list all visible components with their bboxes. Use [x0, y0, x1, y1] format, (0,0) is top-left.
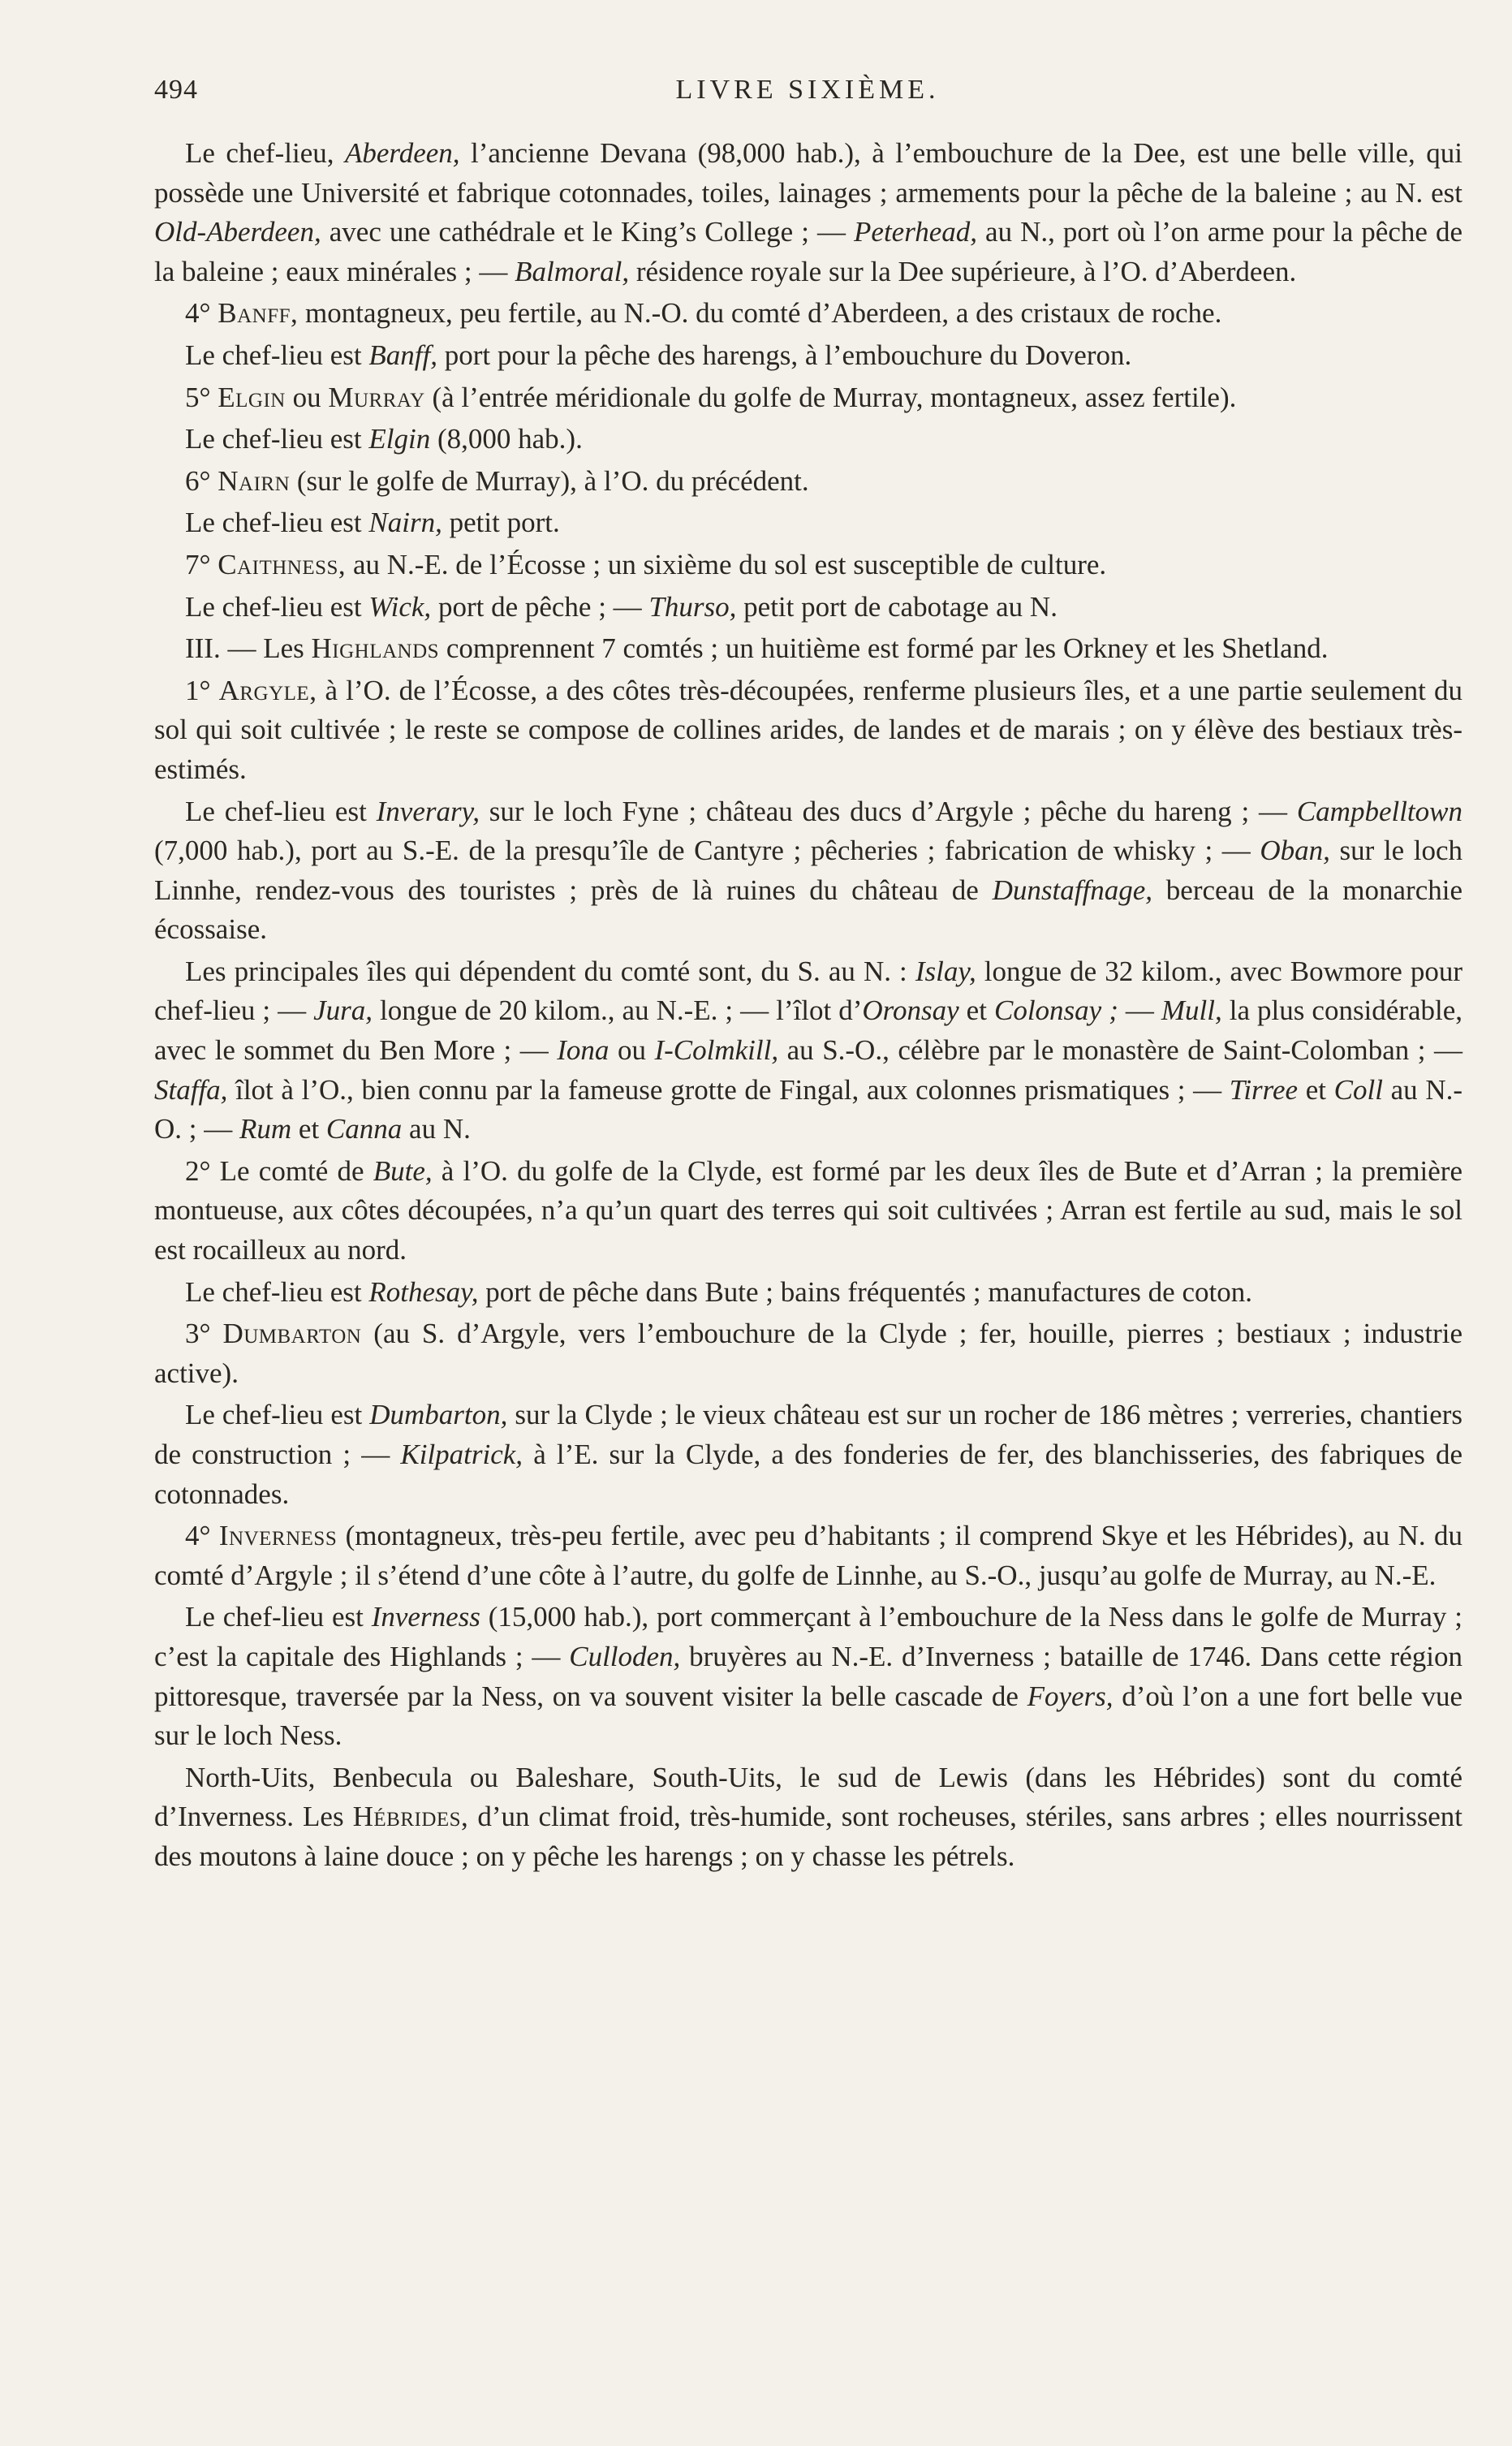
text-run: Le chef-lieu est	[185, 507, 369, 539]
text-run: (8,000 hab.).	[430, 423, 583, 455]
paragraph	[154, 1152, 1462, 1270]
italic-place-name: Coll	[1333, 1073, 1383, 1106]
paragraph	[154, 1273, 1462, 1313]
small-caps-term: Hébrides,	[352, 1801, 469, 1833]
small-caps-term: Highlands	[311, 632, 440, 665]
text-run: au N.-O. ; —	[154, 1073, 1463, 1145]
text-run: 7°	[185, 548, 218, 580]
italic-place-name: Iona	[557, 1034, 610, 1067]
paragraph	[154, 1758, 1462, 1877]
small-caps-term: Caithness,	[218, 548, 347, 580]
text-run: îlot à l’O., bien connu par la fameuse grotte de Fingal, aux colonnes prismatiques ; —	[227, 1073, 1230, 1106]
text-run: la plus considérable, avec le sommet du Ben More ; —	[154, 994, 1463, 1067]
paragraph	[154, 792, 1462, 950]
text-run: —	[1118, 994, 1161, 1027]
text-run: au N., port où l’on arme pour la pêche de la baleine ; eaux minérales ; —	[154, 216, 1462, 287]
text-run: 3°	[185, 1318, 223, 1350]
running-title: LIVRE SIXIÈME.	[675, 75, 940, 105]
body-text	[154, 134, 1462, 1877]
text-run: d’où l’on a une fort belle vue sur le loch Ness.	[154, 1680, 1462, 1752]
text-run: ou	[285, 381, 329, 413]
text-run: port de pêche dans Bute ; bains fréquentés ; manufactures de coton.	[478, 1275, 1252, 1308]
italic-place-name: Banff,	[368, 339, 437, 371]
text-run: berceau de la monarchie écossaise.	[154, 874, 1463, 946]
italic-place-name: Inverary,	[376, 795, 480, 827]
italic-place-name: Islay,	[915, 955, 976, 987]
text-run: 6°	[185, 464, 218, 497]
text-run: comprennent 7 comtés ; un huitième est formé par les Orkney et les Shetland.	[439, 632, 1329, 665]
italic-place-name: Peterhead,	[854, 216, 977, 248]
text-run: Le chef-lieu,	[185, 137, 345, 169]
small-caps-term: Argyle,	[218, 674, 317, 706]
italic-place-name: Old-Aberdeen,	[154, 216, 321, 248]
text-run: ou	[609, 1034, 655, 1067]
italic-place-name: Canna	[325, 1113, 403, 1145]
text-run: à l’O. du golfe de la Clyde, est formé par les deux îles de Bute et d’Arran ; la première montueuse, aux côtes découpées, n’a qu’un quart des terres qui soit cultivées ; Arran est fertile au sud, mais le sol est rocailleux au nord.	[154, 1154, 1462, 1266]
text-run: sur le loch Fyne ; château des ducs d’Argyle ; pêche du hareng ; —	[479, 795, 1297, 827]
text-run: petit port de cabotage au N.	[736, 590, 1058, 623]
italic-place-name: Campbelltown	[1296, 795, 1463, 827]
paragraph	[154, 952, 1462, 1150]
text-run: sur le loch Linnhe, rendez-vous des touristes ; près de là ruines du château de	[154, 835, 1462, 906]
small-caps-term: Inverness	[218, 1520, 338, 1552]
text-run: (7,000 hab.), port au S.-E. de la presqu’île de Cantyre ; pêcheries ; fabrication de whisky ; —	[154, 835, 1260, 867]
text-run: et	[958, 994, 994, 1027]
text-run: port de pêche ; —	[431, 590, 649, 623]
small-caps-term: Banff,	[218, 297, 299, 330]
paragraph	[154, 1598, 1462, 1755]
italic-place-name: Culloden,	[569, 1640, 681, 1672]
text-run: au N.	[402, 1113, 471, 1145]
text-run: Le chef-lieu est	[185, 1399, 370, 1431]
text-run: Le chef-lieu est	[185, 1275, 369, 1308]
text-run: 2° Le comté de	[185, 1154, 373, 1187]
text-run: Le chef-lieu est	[185, 590, 369, 623]
text-run: Les principales îles qui dépendent du comté sont, du S. au N. :	[185, 955, 915, 987]
text-run: bruyères au N.-E. d’Inverness ; bataille de 1746. Dans cette région pittoresque, traversée par la Ness, on va souvent visiter la belle cascade de	[154, 1640, 1462, 1712]
italic-place-name: Bute,	[373, 1154, 433, 1187]
page-number: 494	[154, 75, 198, 105]
text-run: résidence royale sur la Dee supérieure, à l’O. d’Aberdeen.	[629, 255, 1297, 287]
italic-place-name: Rothesay,	[368, 1275, 479, 1308]
text-run: 4°	[185, 297, 218, 330]
text-run: Le chef-lieu est	[185, 1601, 372, 1633]
italic-place-name: Aberdeen,	[345, 137, 460, 169]
italic-place-name: Elgin	[368, 423, 431, 455]
paragraph	[154, 336, 1462, 376]
italic-place-name: Rum	[239, 1113, 292, 1145]
text-run: 4°	[185, 1520, 219, 1552]
text-run: port pour la pêche des harengs, à l’embouchure du Doveron.	[437, 339, 1132, 371]
paragraph	[154, 294, 1462, 334]
text-run: à l’O. de l’Écosse, a des côtes très-découpées, renferme plusieurs îles, et a une partie seulement du sol qui soit cultivée ; le reste se compose de collines arides, de landes et de marais ; on y élève des bestiaux très-estimés.	[154, 674, 1462, 785]
text-run: à l’E. sur la Clyde, a des fonderies de fer, des blanchisseries, des fabriques de cotonnades.	[154, 1439, 1462, 1510]
italic-place-name: Oban,	[1260, 835, 1330, 867]
small-caps-term: Murray	[328, 381, 425, 413]
text-run: longue de 32 kilom., avec Bowmore pour chef-lieu ; —	[154, 955, 1462, 1027]
italic-place-name: Nairn,	[368, 507, 442, 539]
small-caps-term: Elgin	[218, 381, 286, 413]
italic-place-name: I-Colmkill,	[654, 1034, 779, 1067]
italic-place-name: Inverness	[371, 1601, 480, 1633]
text-run: et	[291, 1113, 326, 1145]
italic-place-name: Dumbarton,	[369, 1399, 508, 1431]
paragraph	[154, 420, 1462, 459]
text-run: (15,000 hab.), port commerçant à l’embouchure de la Ness dans le golfe de Murray ; c’est la capitale des Highlands ; —	[154, 1601, 1462, 1672]
italic-place-name: Foyers,	[1027, 1680, 1114, 1712]
text-run: Le chef-lieu est	[185, 339, 369, 371]
paragraph	[154, 629, 1462, 669]
paragraph	[154, 1516, 1462, 1595]
italic-place-name: Wick,	[368, 590, 432, 623]
paragraph	[154, 588, 1462, 628]
text-run: Le chef-lieu est	[185, 423, 369, 455]
text-run: au S.-O., célèbre par le monastère de Saint-Colomban ; —	[778, 1034, 1462, 1067]
paragraph	[154, 546, 1462, 585]
paragraph	[154, 378, 1462, 418]
text-run: d’un climat froid, très-humide, sont rocheuses, stériles, sans arbres ; elles nourrissent des moutons à laine douce ; on y pêche les harengs ; on y chasse les pétrels.	[154, 1801, 1462, 1872]
italic-place-name: Tirree	[1229, 1073, 1299, 1106]
paragraph	[154, 1396, 1462, 1514]
paragraph	[154, 1314, 1462, 1393]
italic-place-name: Mull,	[1161, 994, 1222, 1027]
text-run: et	[1298, 1073, 1334, 1106]
text-run: sur la Clyde ; le vieux château est sur un rocher de 186 mètres ; verreries, chantiers de construction ; —	[154, 1399, 1463, 1470]
italic-place-name: Colonsay ;	[993, 994, 1118, 1027]
paragraph	[154, 134, 1462, 291]
small-caps-term: Dumbarton	[222, 1318, 362, 1350]
text-run: petit port.	[442, 507, 560, 539]
paragraph	[154, 503, 1462, 543]
text-run: (montagneux, très-peu fertile, avec peu d’habitants ; il comprend Skye et les Hébrides), au N. du comté d’Argyle ; il s’étend d’une côte à l’autre, du golfe de Linnhe, au S.-O., jusqu’au golfe de Murray, au N.-E.	[154, 1520, 1462, 1591]
paragraph	[154, 671, 1462, 790]
italic-place-name: Kilpatrick,	[400, 1439, 523, 1470]
paragraph	[154, 462, 1462, 502]
italic-place-name: Oronsay	[862, 994, 959, 1027]
page-header	[154, 75, 1461, 123]
text-run: (au S. d’Argyle, vers l’embouchure de la Clyde ; fer, houille, pierres ; bestiaux ; industrie active).	[154, 1318, 1463, 1389]
text-run: l’ancienne Devana (98,000 hab.), à l’embouchure de la Dee, est une belle ville, qui possède une Université et fabrique cotonnades, toiles, lainages ; armements pour la pêche de la baleine ; au N. est	[154, 137, 1462, 209]
text-run: (sur le golfe de Murray), à l’O. du précédent.	[290, 464, 809, 497]
text-run: 5°	[185, 381, 218, 413]
italic-place-name: Thurso,	[648, 590, 737, 623]
text-run: au N.-E. de l’Écosse ; un sixième du sol est susceptible de culture.	[346, 548, 1107, 580]
text-run: 1°	[185, 674, 219, 706]
text-run: North-Uits, Benbecula ou Baleshare, South-Uits, le sud de Lewis (dans les Hébrides) sont du comté d’Inverness. Les	[154, 1761, 1462, 1833]
text-run: avec une cathédrale et le King’s College ; —	[321, 216, 855, 248]
italic-place-name: Staffa,	[154, 1073, 228, 1106]
italic-place-name: Dunstaffnage,	[992, 874, 1152, 906]
text-run: Le chef-lieu est	[185, 795, 377, 827]
italic-place-name: Jura,	[313, 994, 373, 1027]
italic-place-name: Balmoral,	[515, 255, 630, 287]
text-run: (à l’entrée méridionale du golfe de Murray, montagneux, assez fertile).	[424, 381, 1237, 413]
small-caps-term: Nairn	[218, 464, 291, 497]
text-run: III. — Les	[185, 632, 312, 665]
text-run: longue de 20 kilom., au N.-E. ; — l’îlot d’	[373, 994, 863, 1027]
text-run: montagneux, peu fertile, au N.-O. du comté d’Aberdeen, a des cristaux de roche.	[298, 297, 1222, 330]
